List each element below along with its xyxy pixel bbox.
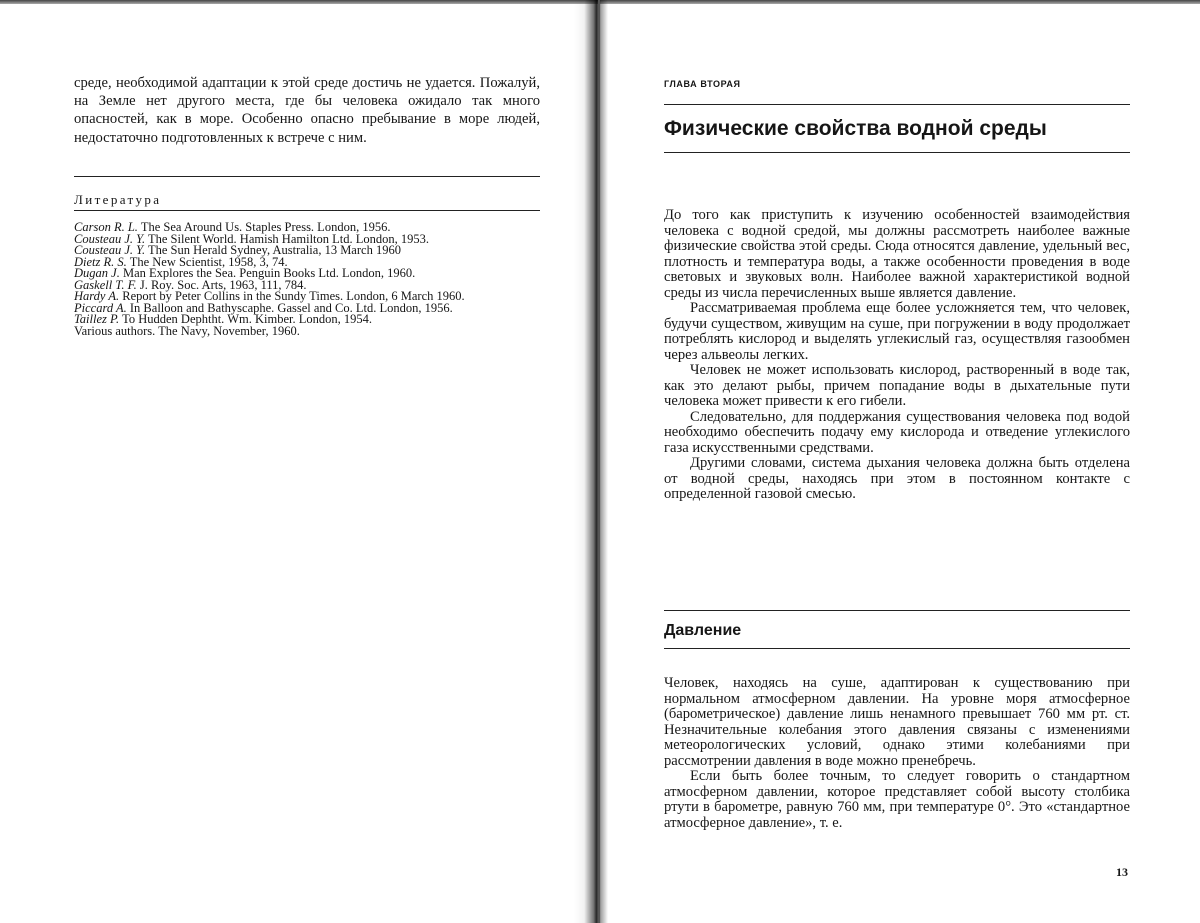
reference-text: The Sea Around Us. Staples Press. London, 1956. [140, 220, 391, 234]
page-number: 13 [1116, 865, 1128, 879]
reference-text: J. Roy. Soc. Arts, 1963, 111, 784. [139, 277, 307, 292]
chapter-label: ГЛАВА ВТОРАЯ [664, 79, 741, 89]
literature-heading: Литература [74, 192, 162, 207]
reference-text: To Hudden Dephtht. Wm. Kimber. London, 1954. [122, 312, 372, 326]
chapter-title: Физические свойства водной среды [664, 117, 1047, 140]
reference-list [74, 222, 549, 337]
left-intro-paragraph: среде, необходимой адаптации к этой среде достичь не удается. Пожалуй, на Земле нет другого места, где бы человека ожидало так много опасностей, как в море. Особенно опасно пребывание в море людей, недостаточно подготовленных к встрече с ним. [74, 75, 540, 146]
divider-chapter-top [664, 104, 1130, 105]
body-paragraph: Если быть более точным, то следует говорить о стандартном атмосферном давлении, которое представляет собой высоту столбика ртути в барометре, равную 760 мм, при температуре 0°. Это «стандартное атмосферное давление», т. е. [664, 768, 1130, 831]
reference-author: Piccard A. [74, 300, 127, 315]
divider-section-bottom [664, 648, 1130, 649]
reference-author: Carson R. L. [74, 220, 138, 234]
body-paragraph: Человек, находясь на суше, адаптирован к существованию при нормальном атмосферном давлении. На уровне моря атмосферное (барометрическое) давление лишь ненамного превышает 760 мм рт. ст. Незначительные колебания этого давления связаны с изменениями метеорологических условий, однако этими колебаниями при рассмотрении давления в воде можно пренебречь. [664, 675, 1130, 769]
body-paragraph: Рассматриваемая проблема еще более усложняется тем, что человек, будучи существом, живущим на суше, при погружении в воду продолжает потреблять кислород и выделять углекислый газ, осуществляя газообмен через альвеолы легких. [664, 300, 1130, 363]
reference-author: Cousteau J. Y. [74, 231, 146, 246]
book-spine-shadow [574, 0, 608, 923]
reference-text: Various authors. The Navy, November, 1960. [74, 323, 300, 338]
divider-chapter-bottom [664, 152, 1130, 153]
divider-section-top [664, 610, 1130, 611]
reference-author: Taillez P. [74, 312, 120, 326]
body-paragraph: Человек не может использовать кислород, растворенный в воде так, как это делают рыбы, причем попадание воды в дыхательные пути человека может привести к его гибели. [664, 362, 1130, 409]
chapter-body [664, 208, 1130, 503]
reference-item [74, 323, 549, 338]
body-paragraph: До того как приступить к изучению особенностей взаимодействия человека с водной средой, мы должны рассмотреть наиболее важные физические свойства этой среды. Сюда относятся давление, удельный вес, плотность и температура воды, а также особенности проведения в воде световых и звуковых волн. Наиболее важной характеристикой водной среды из числа перечисленных выше является давление. [664, 207, 1130, 301]
body-paragraph: Другими словами, система дыхания человека должна быть отделена от водной среды, находясь при этом в постоянном контакте с определенной газовой смесью. [664, 455, 1130, 502]
reference-text: The New Scientist, 1958, 3, 74. [129, 254, 288, 269]
reference-text: The Silent World. Hamish Hamilton Ltd. London, 1953. [147, 231, 430, 246]
reference-author: Dugan J. [74, 266, 120, 280]
section-title: Давление [664, 622, 742, 639]
body-paragraph: Следовательно, для поддержания существования человека под водой необходимо обеспечить подачу ему кислорода и отведение углекислого газа искусственными средствами. [664, 408, 1130, 456]
reference-text: In Balloon and Bathyscaphe. Gassel and Co. Ltd. London, 1956. [129, 300, 453, 315]
divider-literature [74, 210, 540, 211]
reference-text: Report by Peter Collins in the Sundy Times. London, 6 March 1960. [122, 289, 465, 303]
section-body [664, 676, 1130, 831]
book-spine-line [598, 0, 600, 923]
reference-author: Dietz R. S. [74, 254, 127, 269]
reference-text: The Sun Herald Sydney, Australia, 13 March 1960 [147, 243, 401, 257]
reference-author: Hardy A. [74, 289, 120, 303]
divider-top [74, 176, 540, 177]
reference-text: Man Explores the Sea. Penguin Books Ltd. London, 1960. [122, 266, 416, 280]
reference-author: Gaskell T. F. [74, 277, 137, 292]
reference-author: Cousteau J. Y. [74, 243, 146, 257]
